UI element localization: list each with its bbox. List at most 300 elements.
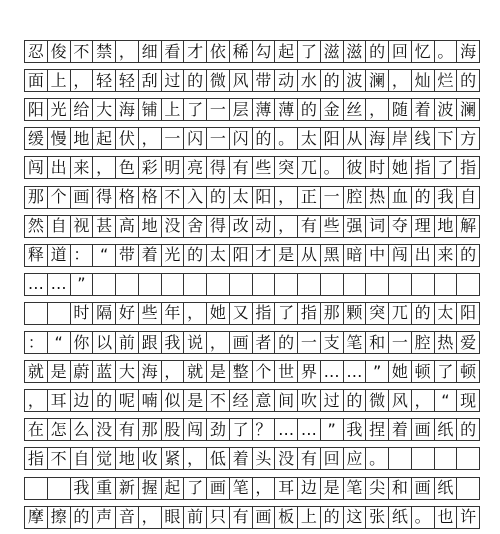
grid-cell: 擦 (48, 507, 71, 528)
grid-cell: 入 (184, 187, 207, 208)
grid-cell: 只 (207, 507, 230, 528)
grid-cell: 一 (207, 128, 230, 149)
grid-cell: 上 (48, 70, 71, 91)
grid-cell (24, 478, 48, 499)
grid-row (24, 477, 480, 500)
grid-cell: 层 (230, 99, 253, 120)
grid-cell: 闯 (184, 419, 207, 440)
grid-cell: 画 (412, 419, 435, 440)
grid-cell: 边 (71, 390, 94, 411)
grid-cell: 觉 (93, 448, 116, 469)
grid-cell (412, 448, 435, 469)
grid-cell: 动 (275, 70, 298, 91)
grid-cell: 大 (116, 361, 139, 382)
grid-cell: ： (71, 245, 94, 266)
grid-cell: 的 (457, 70, 480, 91)
grid-cell: 也 (435, 507, 458, 528)
grid-cell: 阳 (253, 187, 276, 208)
grid-cell: 捏 (366, 419, 389, 440)
grid-cell: 动 (253, 216, 276, 237)
grid-cell: 纸 (389, 507, 412, 528)
grid-cell: 蔚 (71, 361, 94, 382)
grid-cell: 耳 (275, 478, 298, 499)
grid-cell: 轻 (116, 70, 139, 91)
grid-cell: 画 (230, 332, 253, 353)
grid-cell: ， (275, 187, 298, 208)
grid-cell: 那 (139, 419, 162, 440)
grid-cell: 风 (389, 390, 412, 411)
grid-cell: 突 (366, 303, 389, 324)
grid-cell: 呢 (116, 390, 139, 411)
grid-row (24, 156, 480, 179)
grid-cell: 隔 (93, 303, 116, 324)
grid-cell: 顿 (412, 361, 435, 382)
grid-cell: 和 (389, 478, 412, 499)
grid-cell: 。 (275, 128, 298, 149)
grid-cell: 板 (275, 507, 298, 528)
grid-cell: 道 (48, 245, 71, 266)
grid-cell: 有 (298, 448, 321, 469)
grid-cell: 彩 (139, 157, 162, 178)
grid-cell: 爱 (457, 332, 480, 353)
grid-row (24, 215, 480, 238)
grid-cell: 着 (230, 448, 253, 469)
grid-cell: 紧 (162, 448, 185, 469)
grid-cell: 音 (116, 507, 139, 528)
grid-cell: 了 (298, 41, 321, 62)
grid-cell: 指 (298, 303, 321, 324)
grid-cell: 暗 (344, 245, 367, 266)
grid-cell: 格 (139, 187, 162, 208)
grid-cell (412, 274, 435, 295)
grid-cell: 有 (116, 419, 139, 440)
grid-cell: 的 (366, 41, 389, 62)
grid-cell (162, 274, 185, 295)
grid-cell (298, 274, 321, 295)
grid-cell: 血 (389, 187, 412, 208)
grid-cell: 颗 (344, 303, 367, 324)
grid-row (24, 389, 480, 412)
grid-cell: 指 (24, 448, 48, 469)
grid-cell: 声 (93, 507, 116, 528)
grid-cell: 甚 (93, 216, 116, 237)
grid-cell: 腔 (412, 332, 435, 353)
grid-cell: 的 (207, 187, 230, 208)
grid-cell: 澜 (366, 70, 389, 91)
grid-cell: 重 (93, 478, 116, 499)
grid-cell: 笔 (230, 478, 253, 499)
grid-cell: 岸 (389, 128, 412, 149)
grid-cell: 是 (321, 478, 344, 499)
grid-cell: 。 (412, 507, 435, 528)
grid-cell: 跟 (139, 332, 162, 353)
grid-cell: 格 (116, 187, 139, 208)
grid-cell: 解 (457, 216, 480, 237)
grid-row (24, 302, 480, 325)
grid-cell: 热 (435, 332, 458, 353)
grid-row (24, 69, 480, 92)
grid-row (24, 331, 480, 354)
grid-cell: 出 (48, 157, 71, 178)
grid-cell: 中 (366, 245, 389, 266)
grid-cell: 是 (207, 361, 230, 382)
grid-cell: 灿 (412, 70, 435, 91)
grid-cell: 年 (162, 303, 185, 324)
grid-cell: 词 (366, 216, 389, 237)
grid-row (24, 244, 480, 267)
grid-cell: 你 (71, 332, 94, 353)
grid-cell (230, 274, 253, 295)
grid-cell: ， (366, 99, 389, 120)
grid-cell: 阳 (230, 245, 253, 266)
grid-cell: 忆 (412, 41, 435, 62)
grid-cell: 慢 (48, 128, 71, 149)
grid-cell: 有 (298, 216, 321, 237)
grid-cell: 阳 (457, 303, 480, 324)
grid-cell: ， (184, 303, 207, 324)
grid-cell (275, 274, 298, 295)
grid-row (24, 127, 480, 150)
grid-cell: 尖 (366, 478, 389, 499)
grid-cell: 海 (139, 361, 162, 382)
grid-row (24, 418, 480, 441)
grid-cell: 禁 (93, 41, 116, 62)
grid-cell: 稀 (230, 41, 253, 62)
grid-cell: 彼 (344, 157, 367, 178)
grid-cell: 薄 (253, 99, 276, 120)
grid-cell: 那 (24, 187, 48, 208)
grid-cell: 些 (321, 216, 344, 237)
grid-cell: 我 (435, 187, 458, 208)
grid-cell: 的 (412, 303, 435, 324)
grid-cell: 水 (298, 70, 321, 91)
grid-cell: 就 (184, 361, 207, 382)
grid-cell: 自 (48, 216, 71, 237)
grid-cell: ， (412, 390, 435, 411)
grid-cell: 缓 (24, 128, 48, 149)
grid-cell: “ (93, 245, 116, 266)
grid-cell: ， (139, 128, 162, 149)
grid-cell: 看 (162, 41, 185, 62)
grid-cell: 强 (344, 216, 367, 237)
grid-cell: 着 (139, 245, 162, 266)
grid-cell: 然 (24, 216, 48, 237)
grid-cell: 细 (139, 41, 162, 62)
grid-cell: 吹 (298, 390, 321, 411)
grid-cell: 带 (253, 70, 276, 91)
grid-cell: 了 (435, 361, 458, 382)
grid-cell: 顿 (457, 361, 480, 382)
grid-cell (48, 303, 71, 324)
grid-cell: 纸 (435, 478, 458, 499)
grid-cell: 劲 (207, 419, 230, 440)
grid-cell: 薄 (275, 99, 298, 120)
grid-cell: 应 (344, 448, 367, 469)
grid-cell: 的 (321, 507, 344, 528)
grid-cell: 。 (435, 41, 458, 62)
grid-cell: 指 (253, 303, 276, 324)
grid-cell: 收 (139, 448, 162, 469)
grid-cell: 没 (275, 448, 298, 469)
grid-cell: 头 (253, 448, 276, 469)
grid-cell: 海 (457, 41, 480, 62)
grid-cell: 着 (412, 99, 435, 120)
grid-cell: 丝 (344, 99, 367, 120)
grid-cell: ， (139, 507, 162, 528)
grid-cell: ， (275, 216, 298, 237)
grid-cell: 闪 (230, 128, 253, 149)
grid-cell: 滋 (344, 41, 367, 62)
grid-cell: 黑 (321, 245, 344, 266)
grid-cell: 来 (435, 245, 458, 266)
grid-cell: 突 (275, 157, 298, 178)
grid-cell: 画 (207, 478, 230, 499)
grid-cell: 她 (207, 303, 230, 324)
grid-cell: 边 (298, 478, 321, 499)
grid-cell: 的 (344, 390, 367, 411)
grid-cell: 眼 (162, 507, 185, 528)
grid-cell: 许 (457, 507, 480, 528)
grid-cell: 她 (389, 361, 412, 382)
grid-cell: 地 (71, 128, 94, 149)
grid-cell (184, 274, 207, 295)
grid-cell: 上 (162, 99, 185, 120)
grid-cell (116, 274, 139, 295)
grid-cell: 一 (298, 332, 321, 353)
grid-cell (457, 448, 480, 469)
grid-cell: 色 (116, 157, 139, 178)
grid-cell: 得 (93, 187, 116, 208)
grid-row (24, 273, 480, 296)
grid-cell: 微 (366, 390, 389, 411)
grid-cell: 低 (207, 448, 230, 469)
grid-cell: 太 (230, 187, 253, 208)
grid-cell: … (321, 361, 344, 382)
grid-cell: 画 (253, 507, 276, 528)
grid-cell: 的 (184, 245, 207, 266)
grid-cell: 兀 (389, 303, 412, 324)
grid-cell: 说 (184, 332, 207, 353)
grid-cell: 一 (389, 332, 412, 353)
grid-cell: 忍 (24, 41, 48, 62)
grid-cell: 从 (298, 245, 321, 266)
grid-cell: ， (93, 157, 116, 178)
grid-cell: 得 (207, 157, 230, 178)
grid-cell: 她 (389, 157, 412, 178)
grid-cell: 支 (321, 332, 344, 353)
grid-cell: 微 (207, 70, 230, 91)
grid-cell: 一 (162, 128, 185, 149)
grid-cell: 张 (366, 507, 389, 528)
grid-cell: 澜 (457, 99, 480, 120)
grid-cell: 烂 (435, 70, 458, 91)
grid-cell: 过 (321, 390, 344, 411)
grid-cell: ： (24, 332, 48, 353)
grid-cell: 自 (457, 187, 480, 208)
grid-cell: 时 (366, 157, 389, 178)
grid-cell: 正 (298, 187, 321, 208)
grid-cell: 就 (24, 361, 48, 382)
grid-cell: 视 (71, 216, 94, 237)
grid-cell: 太 (435, 303, 458, 324)
grid-cell: 闯 (24, 157, 48, 178)
grid-cell: 以 (93, 332, 116, 353)
grid-cell: 画 (71, 187, 94, 208)
grid-cell: 滋 (321, 41, 344, 62)
grid-cell: … (24, 274, 48, 295)
grid-cell: 才 (253, 245, 276, 266)
grid-cell: “ (435, 390, 458, 411)
grid-cell: 摩 (24, 507, 48, 528)
grid-cell: … (48, 274, 71, 295)
grid-cell: 方 (457, 128, 480, 149)
grid-row (24, 186, 480, 209)
grid-cell: 在 (24, 419, 48, 440)
grid-cell: ， (24, 390, 48, 411)
grid-cell: 起 (93, 128, 116, 149)
grid-row (24, 360, 480, 383)
grid-row (24, 98, 480, 121)
grid-cell: 的 (298, 99, 321, 120)
grid-cell: 我 (71, 478, 94, 499)
grid-cell (93, 274, 116, 295)
grid-cell: 个 (253, 361, 276, 382)
grid-cell: 不 (48, 448, 71, 469)
grid-cell: 是 (275, 245, 298, 266)
grid-cell: 海 (366, 128, 389, 149)
grid-cell: 整 (230, 361, 253, 382)
grid-cell: 的 (321, 70, 344, 91)
grid-cell: ， (253, 478, 276, 499)
grid-cell: 的 (253, 128, 276, 149)
grid-cell: 给 (71, 99, 94, 120)
grid-cell: 太 (207, 245, 230, 266)
grid-cell (457, 478, 480, 499)
grid-cell: 阳 (321, 128, 344, 149)
grid-cell: 世 (275, 361, 298, 382)
grid-cell: 不 (207, 390, 230, 411)
grid-cell: 风 (230, 70, 253, 91)
grid-cell: 意 (253, 390, 276, 411)
grid-cell: 前 (116, 332, 139, 353)
grid-cell (457, 274, 480, 295)
grid-cell: 自 (71, 448, 94, 469)
grid-cell: ， (207, 332, 230, 353)
grid-cell: 地 (116, 448, 139, 469)
grid-cell: 勾 (253, 41, 276, 62)
grid-cell: 地 (139, 216, 162, 237)
grid-cell (435, 448, 458, 469)
grid-cell: ” (366, 361, 389, 382)
grid-cell: 阳 (24, 99, 48, 120)
grid-cell: 耳 (48, 390, 71, 411)
grid-cell: 释 (24, 245, 48, 266)
grid-cell: 现 (457, 390, 480, 411)
grid-cell: 的 (275, 332, 298, 353)
grid-cell: 得 (207, 216, 230, 237)
grid-cell: 夺 (389, 216, 412, 237)
grid-cell: 的 (184, 70, 207, 91)
grid-cell: 太 (298, 128, 321, 149)
grid-cell: 有 (230, 157, 253, 178)
grid-cell: 大 (93, 99, 116, 120)
grid-cell: 我 (344, 419, 367, 440)
grid-cell: 过 (162, 70, 185, 91)
grid-cell: 是 (48, 361, 71, 382)
grid-cell: 画 (412, 478, 435, 499)
grid-cell: 似 (162, 390, 185, 411)
grid-cell: 金 (321, 99, 344, 120)
grid-cell (344, 274, 367, 295)
grid-cell: 出 (412, 245, 435, 266)
grid-cell: 了 (435, 157, 458, 178)
grid-cell: 那 (321, 303, 344, 324)
grid-cell: … (344, 361, 367, 382)
grid-cell (139, 274, 162, 295)
grid-cell: 随 (389, 99, 412, 120)
grid-cell: 些 (139, 303, 162, 324)
grid-cell (435, 274, 458, 295)
grid-cell: 海 (116, 99, 139, 120)
grid-cell: 面 (24, 70, 48, 91)
grid-cell: 上 (298, 507, 321, 528)
grid-cell: 没 (93, 419, 116, 440)
grid-cell: 闯 (389, 245, 412, 266)
grid-cell: ， (389, 70, 412, 91)
grid-cell: 线 (412, 128, 435, 149)
grid-cell (207, 274, 230, 295)
grid-cell: 了 (184, 99, 207, 120)
grid-cell: 起 (275, 41, 298, 62)
grid-cell: 。 (321, 157, 344, 178)
grid-cell: 的 (412, 187, 435, 208)
grid-cell: 来 (71, 157, 94, 178)
grid-cell: 亮 (184, 157, 207, 178)
grid-cell: ， (162, 361, 185, 382)
grid-cell: 铺 (139, 99, 162, 120)
grid-cell: 和 (366, 332, 389, 353)
grid-cell: 蓝 (93, 361, 116, 382)
grid-cell: 起 (162, 478, 185, 499)
grid-cell: 的 (457, 419, 480, 440)
grid-cell: 界 (298, 361, 321, 382)
grid-cell: 着 (389, 419, 412, 440)
grid-cell: 了 (230, 419, 253, 440)
grid-cell: 怎 (48, 419, 71, 440)
grid-cell: 股 (162, 419, 185, 440)
grid-cell: 经 (230, 390, 253, 411)
grid-cell: 是 (184, 390, 207, 411)
grid-cell: 理 (412, 216, 435, 237)
grid-cell: ？ (253, 419, 276, 440)
grid-cell: ” (71, 274, 94, 295)
grid-cell: 刮 (139, 70, 162, 91)
grid-cell: 间 (275, 390, 298, 411)
grid-cell: 了 (184, 478, 207, 499)
grid-cell: 时 (71, 303, 94, 324)
grid-cell: 纸 (435, 419, 458, 440)
grid-cell (321, 274, 344, 295)
grid-cell: 波 (344, 70, 367, 91)
grid-cell: 回 (321, 448, 344, 469)
grid-cell: 了 (275, 303, 298, 324)
grid-cell: … (275, 419, 298, 440)
grid-cell: 兀 (298, 157, 321, 178)
grid-cell: 高 (116, 216, 139, 237)
grid-cell: … (298, 419, 321, 440)
grid-cell: 改 (230, 216, 253, 237)
grid-cell: 笔 (344, 332, 367, 353)
